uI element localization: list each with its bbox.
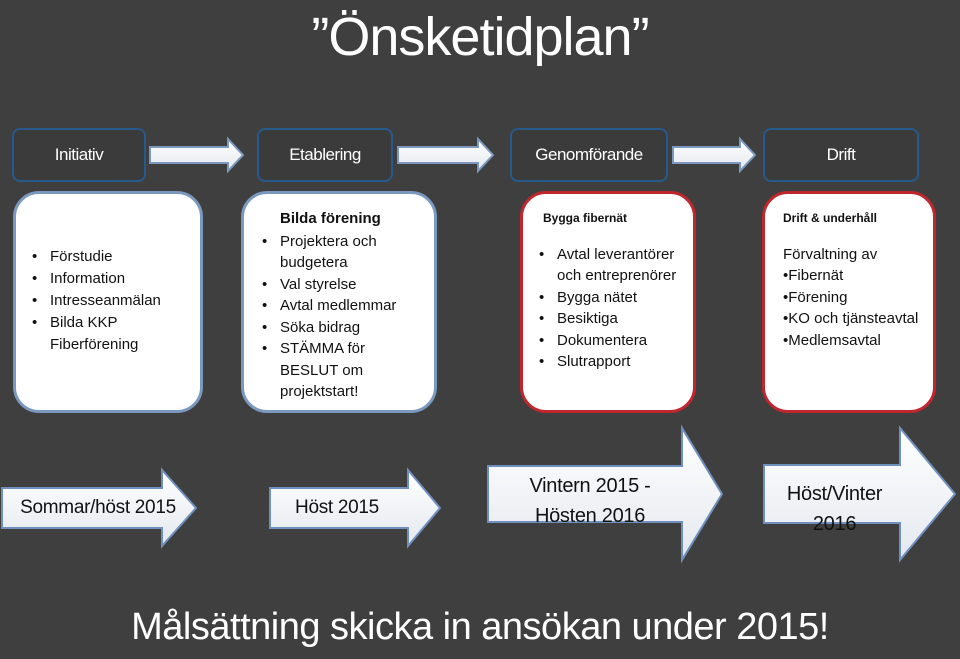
card-drift <box>762 191 936 413</box>
list-item: • Val styrelse <box>254 274 424 296</box>
stage-label: Etablering <box>289 145 361 164</box>
list-item: •Medlemsavtal <box>783 331 881 349</box>
list-item: • Projektera och budgetera <box>254 231 424 274</box>
list-item: •Fibernät <box>783 267 844 284</box>
stage-label: Initiativ <box>54 145 104 164</box>
goal-statement: Målsättning skicka in ansökan under 2015! <box>131 606 829 648</box>
card-etablering <box>241 191 437 413</box>
initiativ-list <box>24 246 190 356</box>
card-heading: Drift & underhåll <box>783 211 878 225</box>
list-item: • Bilda KKP Fiberförening <box>24 312 190 356</box>
list-item: • Dokumentera <box>531 330 685 352</box>
list-item: • Slutrapport <box>531 351 685 373</box>
connector-arrow-3 <box>673 139 755 171</box>
list-item: •KO och tjänsteavtal <box>783 310 919 327</box>
timeline-label-2: Höst 2015 <box>295 497 379 518</box>
connector-arrow-2 <box>398 139 493 171</box>
list-item: • Söka bidrag <box>254 317 424 339</box>
list-item: • Bygga nätet <box>531 287 685 309</box>
connector-arrow-1 <box>150 139 243 171</box>
card-initiativ <box>13 191 203 413</box>
stage-label: Genomförande <box>535 145 643 164</box>
timeline-label-1: Sommar/höst 2015 <box>20 497 176 518</box>
etablering-list <box>254 231 424 403</box>
page-title: ”Önsketidplan” <box>311 7 649 67</box>
list-item: • Förstudie <box>24 246 190 268</box>
card-heading: Bilda förening <box>280 210 381 227</box>
card-heading: Bygga fibernät <box>543 211 628 225</box>
list-item: • Avtal medlemmar <box>254 295 424 317</box>
list-item: • Besiktiga <box>531 308 685 330</box>
list-item: • STÄMMA för BESLUT om projektstart! <box>254 338 424 403</box>
list-item: • Information <box>24 268 190 290</box>
timeline-label-3: Vintern 2015 -Hösten 2016 <box>529 475 651 527</box>
card-genomforande <box>520 191 696 413</box>
stage-label: Drift <box>826 145 856 164</box>
timeline-label-4: Höst/Vinter 2016 <box>786 483 883 535</box>
list-item: •Förening <box>783 288 848 306</box>
list-item: • Intresseanmälan <box>24 290 190 312</box>
list-item: • Avtal leverantörer och entreprenörer <box>531 244 685 287</box>
genomforande-list <box>531 244 685 373</box>
drift-intro: Förvaltning av <box>783 245 878 263</box>
